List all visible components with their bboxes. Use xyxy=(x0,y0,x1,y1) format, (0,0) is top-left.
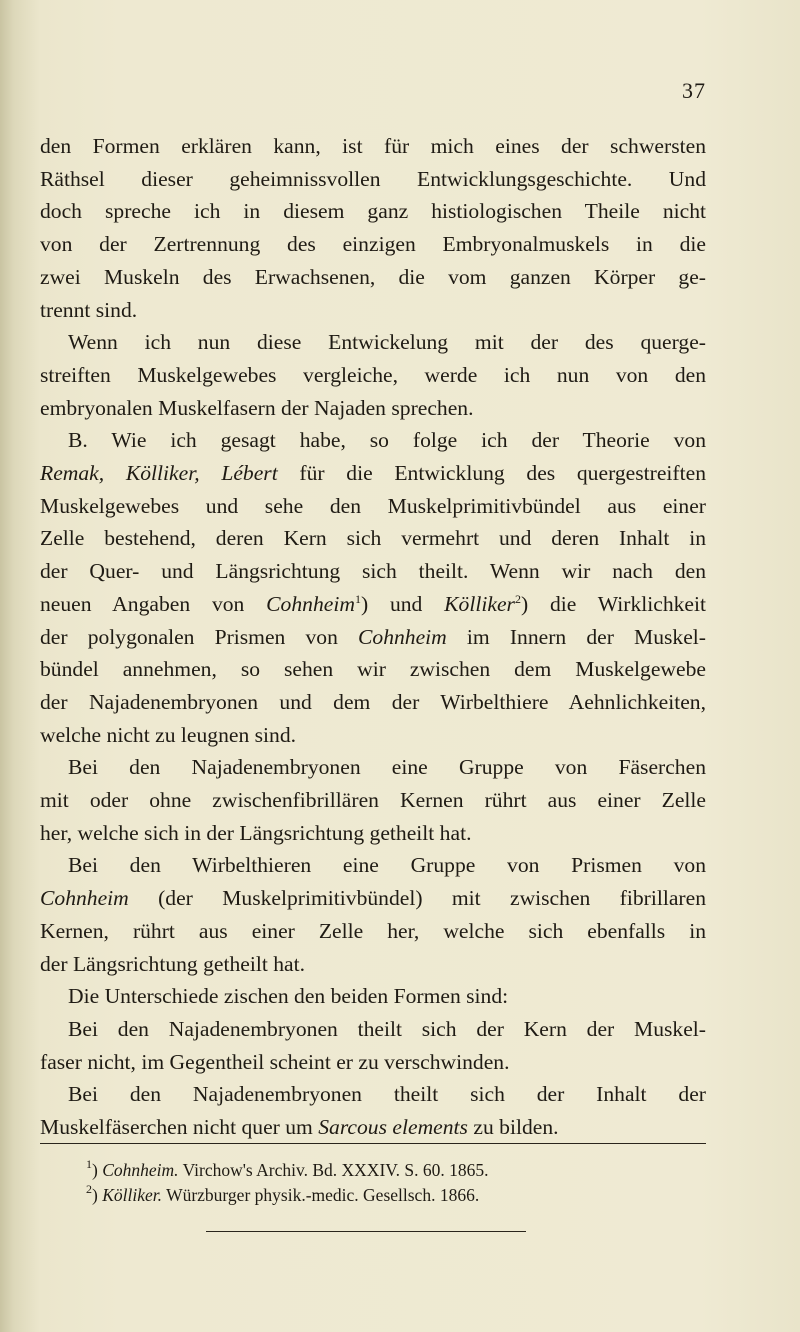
footnote-text: Virchow's Archiv. Bd. XXXIV. S. 60. 1865. xyxy=(182,1160,489,1180)
text-line: streiften Muskelgewebes vergleiche, werde ich nun von den xyxy=(40,362,706,387)
text-line: faser nicht, im Gegentheil scheint er zu verschwinden. xyxy=(40,1049,510,1074)
body-text xyxy=(40,130,706,1144)
footnote: $^2$) Kölliker. Würzburger physik.-medic. Gesellsch. 1866. xyxy=(86,1182,480,1205)
footnote-mark: 2 xyxy=(86,1182,92,1196)
text-run: ) und xyxy=(360,591,445,616)
footnote-author: Kölliker. xyxy=(102,1185,162,1205)
text-line: Kernen, rührt aus einer Zelle her, welche sich ebenfalls in xyxy=(40,918,706,943)
text-run: zu bilden. xyxy=(467,1115,559,1140)
text-line: Wenn ich nun diese Entwickelung mit der des querge- xyxy=(68,330,706,355)
term: Sarcous elements xyxy=(318,1115,468,1140)
author-name: Cohnheim xyxy=(40,886,129,911)
text-line: Bei den Wirbelthieren eine Gruppe von Prismen von xyxy=(68,853,706,878)
footnote-text: Würzburger physik.-medic. Gesellsch. 1866. xyxy=(166,1185,480,1205)
text-line: Bei den Najadenembryonen theilt sich der Inhalt der xyxy=(68,1082,706,1107)
text-run: Muskelfäserchen nicht quer um xyxy=(40,1115,319,1140)
text-line: zwei Muskeln des Erwachsenen, die vom ganzen Körper ge- xyxy=(40,264,706,289)
text-line xyxy=(40,1111,706,1144)
text-line xyxy=(40,882,706,915)
author-name: Cohnheim xyxy=(358,624,447,649)
text-line: welche nicht zu leugnen sind. xyxy=(40,722,297,747)
text-line: Bei den Najadenembryonen theilt sich der Kern der Muskel- xyxy=(68,1016,706,1041)
text-line xyxy=(40,457,706,490)
closing-rule xyxy=(206,1231,526,1232)
text-line: trennt sind. xyxy=(40,297,138,322)
footnote-author: Cohnheim. xyxy=(102,1160,179,1180)
author-name: Kölliker xyxy=(444,591,515,616)
text-run: der polygonalen Prismen von xyxy=(40,624,358,649)
text-line: bündel annehmen, so sehen wir zwischen dem Muskelgewebe xyxy=(40,657,706,682)
author-names: Remak, Kölliker, Lébert xyxy=(40,461,278,486)
text-run: (der Muskelprimitivbündel) mit zwischen fibrillaren xyxy=(128,886,706,911)
text-run: für die Entwicklung des quergestreiften xyxy=(277,461,706,486)
footnote: $^1$) Cohnheim. Virchow's Archiv. Bd. XXXIV. S. 60. 1865. xyxy=(86,1157,489,1180)
text-line xyxy=(40,588,706,621)
text-line: mit oder ohne zwischenfibrillären Kernen rührt aus einer Zelle xyxy=(40,788,706,813)
text-line: Räthsel dieser geheimnissvollen Entwicklungsgeschichte. Und xyxy=(40,166,706,191)
text-line: der Najadenembryonen und dem der Wirbelthiere Aehnlichkeiten, xyxy=(40,689,706,714)
text-run: ) die Wirklichkeit xyxy=(520,591,707,616)
text-line: den Formen erklären kann, ist für mich eines der schwersten xyxy=(40,134,706,158)
text-line: embryonalen Muskelfasern der Najaden sprechen. xyxy=(40,395,474,420)
text-run: neuen Angaben von xyxy=(40,591,267,616)
text-line: Bei den Najadenembryonen eine Gruppe von Fäserchen xyxy=(68,755,706,780)
text-line: Zelle bestehend, deren Kern sich vermehrt und deren Inhalt in xyxy=(40,526,706,551)
page-number: 37 xyxy=(682,78,706,103)
text-line: der Längsrichtung getheilt hat. xyxy=(40,951,306,976)
text-line: der Quer- und Längsrichtung sich theilt. Wenn wir nach den xyxy=(40,559,706,584)
footnotes xyxy=(86,1158,706,1208)
text-line: Die Unterschiede zischen den beiden Formen sind: xyxy=(68,984,509,1009)
text-line: doch spreche ich in diesem ganz histiologischen Theile nicht xyxy=(40,199,706,224)
text-line: her, welche sich in der Längsrichtung getheilt hat. xyxy=(40,820,472,845)
text-line xyxy=(40,621,706,654)
footnote-ref[interactable]: 1 xyxy=(354,591,361,606)
text-line: von der Zertrennung des einzigen Embryonalmuskels in die xyxy=(40,232,706,257)
author-name: Cohnheim xyxy=(266,591,355,616)
text-line: B. Wie ich gesagt habe, so folge ich der Theorie von xyxy=(68,428,706,453)
text-line: Muskelgewebes und sehe den Muskelprimitivbündel aus einer xyxy=(40,493,706,518)
footnote-ref[interactable]: 2 xyxy=(514,591,521,606)
footnote-divider xyxy=(40,1143,706,1144)
footnote-mark: 1 xyxy=(86,1157,92,1171)
text-run: im Innern der Muskel- xyxy=(446,624,706,649)
